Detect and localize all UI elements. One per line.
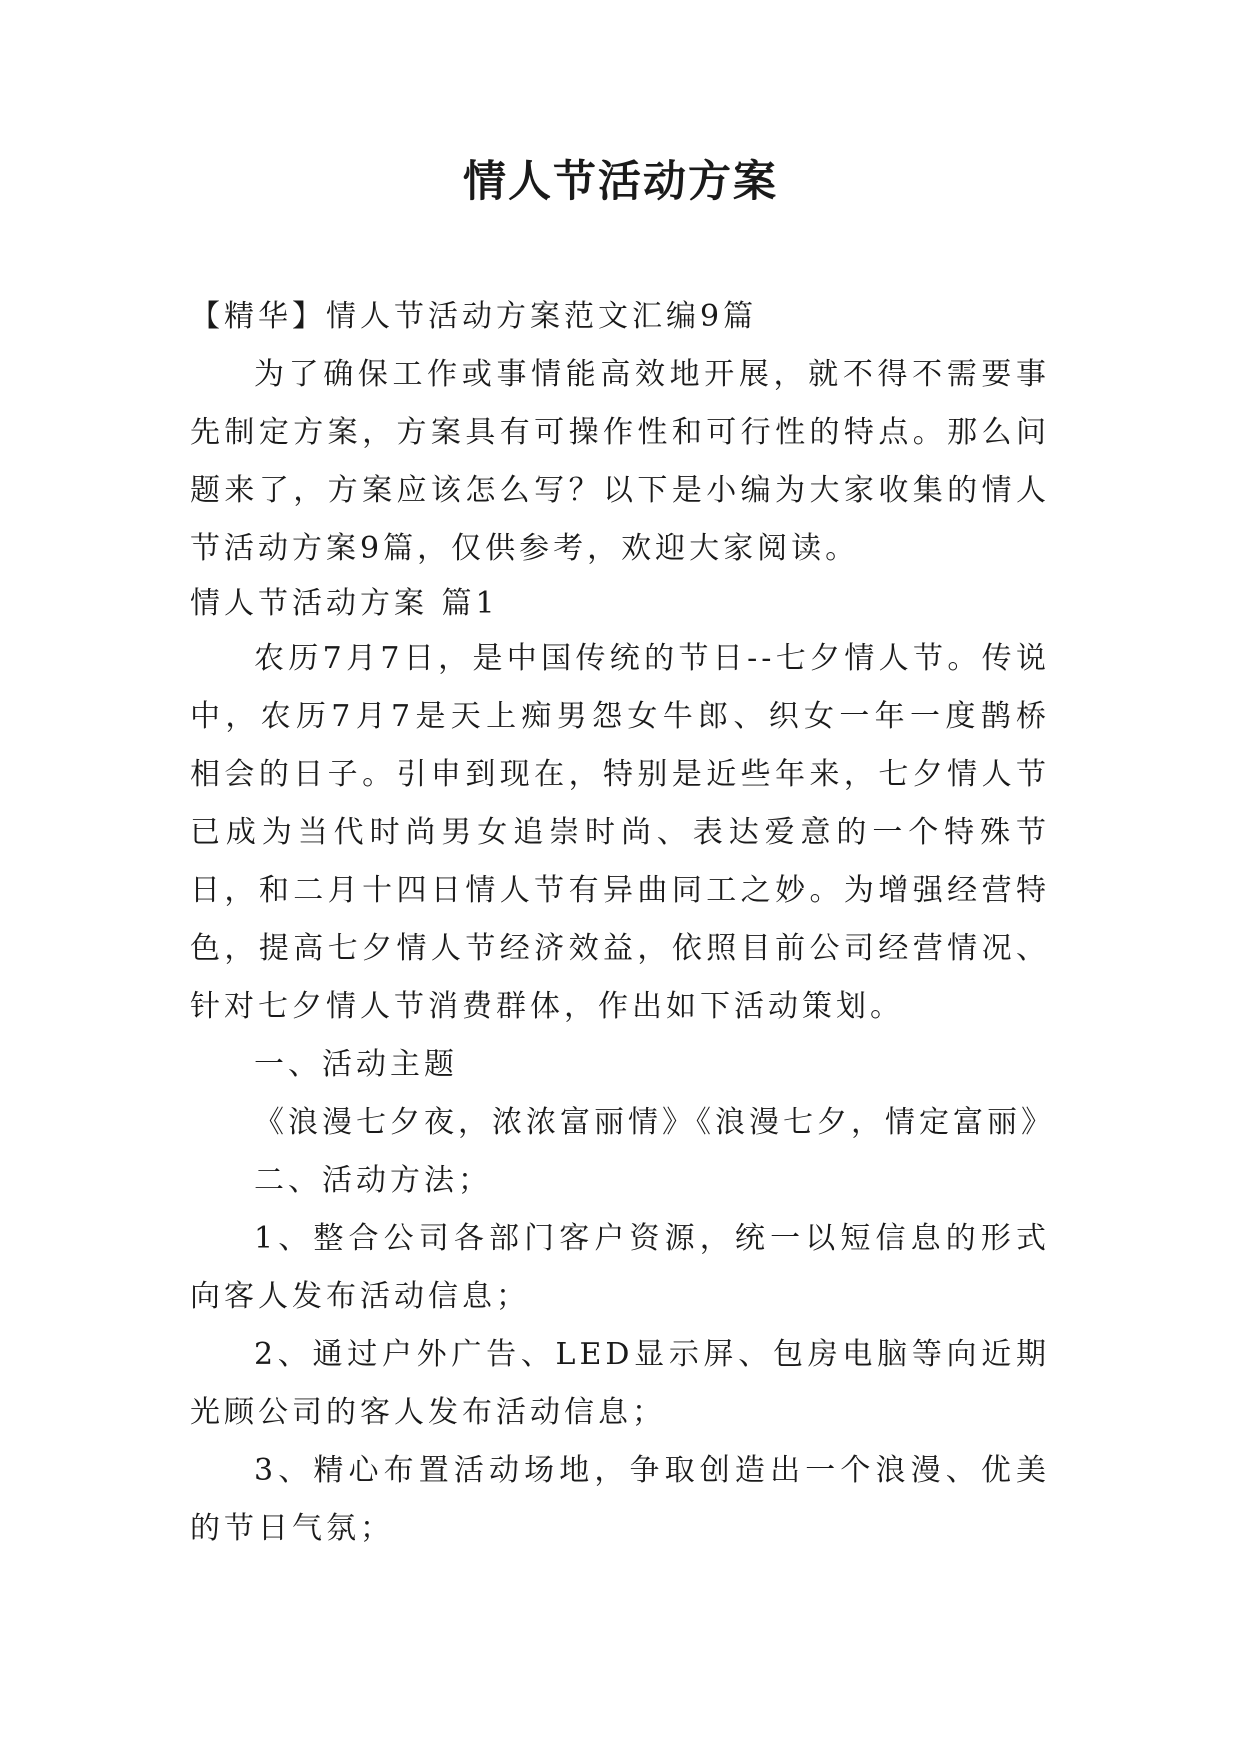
method-item-1: 1、整合公司各部门客户资源，统一以短信息的形式向客人发布活动信息； bbox=[190, 1221, 1050, 1314]
activity-theme-heading: 一、活动主题 bbox=[254, 1047, 458, 1082]
intro-heading: 【精华】情人节活动方案范文汇编9篇 bbox=[190, 299, 758, 334]
activity-theme-text: 《浪漫七夕夜，浓浓富丽情》《浪漫七夕，情定富丽》 bbox=[254, 1105, 1055, 1140]
method-item-2: 2、通过户外广告、LED显示屏、包房电脑等向近期光顾公司的客人发布活动信息； bbox=[190, 1337, 1050, 1430]
section-paragraph: 农历7月7日，是中国传统的节日--七夕情人节。传说中，农历7月7是天上痴男怨女牛郎、织女一年一度鹊桥相会的日子。引申到现在，特别是近些年来，七夕情人节已成为当代时尚男女追崇时尚、表达爱意的一个特殊节日，和二月十四日情人节有异曲同工之妙。为增强经营特色，提高七夕情人节经济效益，依照目前公司经营情况、针对七夕情人节消费群体，作出如下活动策划。 bbox=[190, 641, 1050, 1024]
section-heading: 情人节活动方案 篇1 bbox=[190, 586, 499, 621]
method-item-3: 3、精心布置活动场地，争取创造出一个浪漫、优美的节日气氛； bbox=[190, 1453, 1050, 1546]
document-body bbox=[190, 288, 1055, 1558]
document-title: 情人节活动方案 bbox=[463, 157, 778, 207]
intro-paragraph: 为了确保工作或事情能高效地开展，就不得不需要事先制定方案，方案具有可操作性和可行性的特点。那么问题来了，方案应该怎么写？以下是小编为大家收集的情人节活动方案9篇，仅供参考，欢迎大家阅读。 bbox=[190, 357, 1050, 566]
activity-method-heading: 二、活动方法； bbox=[254, 1163, 492, 1198]
